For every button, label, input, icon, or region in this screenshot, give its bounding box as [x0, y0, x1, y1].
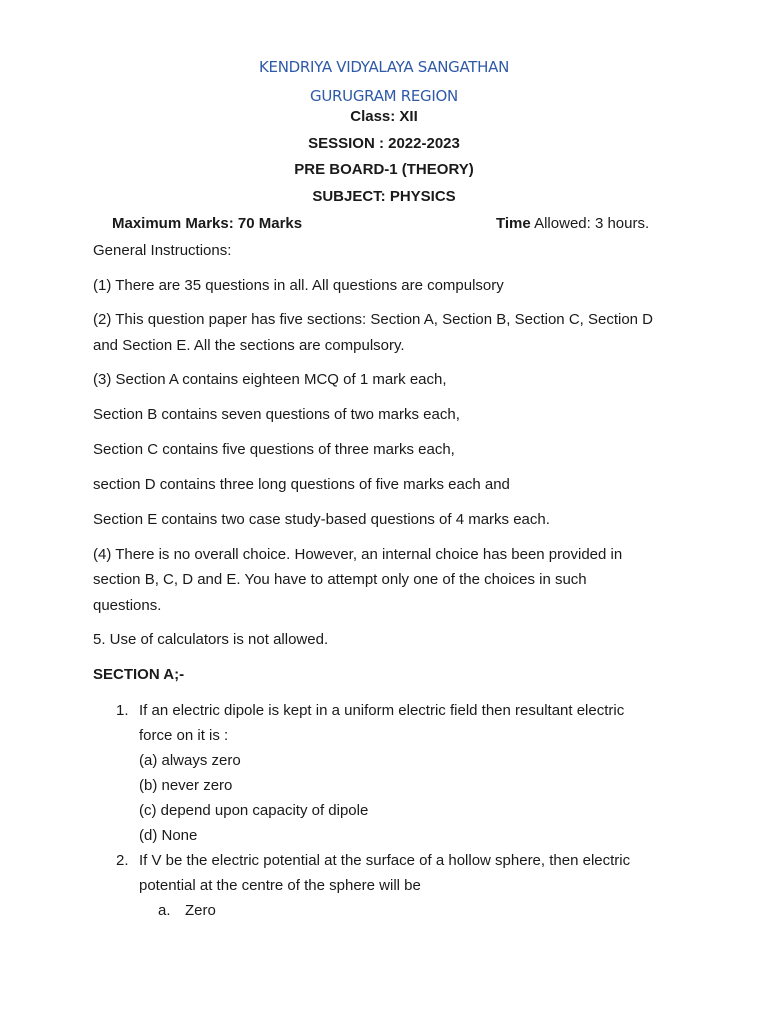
question-2-number: 2. — [116, 852, 129, 869]
question-1-option-d: (d) None — [139, 827, 198, 844]
class-line: Class: XII — [350, 108, 418, 125]
instruction-3-line-1: (3) Section A contains eighteen MCQ of 1 mark each, — [93, 371, 447, 388]
organization-title: KENDRIYA VIDYALAYA SANGATHAN — [259, 58, 509, 76]
question-1-option-b: (b) never zero — [139, 777, 233, 794]
subject-line: SUBJECT: PHYSICS — [312, 188, 456, 205]
instruction-3-line-2: Section B contains seven questions of two marks each, — [93, 406, 460, 423]
question-1-option-a: (a) always zero — [139, 752, 241, 769]
instruction-3-line-3: Section C contains five questions of three marks each, — [93, 441, 455, 458]
instruction-4-line-2: section B, C, D and E. You have to attempt only one of the choices in such — [93, 571, 587, 588]
question-2-line-2: potential at the centre of the sphere will be — [139, 877, 421, 894]
instruction-2-line-1: (2) This question paper has five sections: Section A, Section B, Section C, Section D — [93, 311, 654, 328]
instruction-1: (1) There are 35 questions in all. All questions are compulsory — [93, 277, 504, 294]
session-line: SESSION : 2022-2023 — [308, 135, 460, 152]
question-1-line-2: force on it is : — [139, 727, 229, 744]
time-label: Time — [496, 215, 531, 232]
instruction-4-line-1: (4) There is no overall choice. However, an internal choice has been provided in — [93, 546, 623, 563]
exam-line: PRE BOARD-1 (THEORY) — [294, 161, 474, 178]
question-2-option-a-label: a. — [158, 902, 171, 919]
instruction-5: 5. Use of calculators is not allowed. — [93, 631, 329, 648]
section-a-heading: SECTION A;- — [93, 666, 185, 683]
question-1-option-c: (c) depend upon capacity of dipole — [139, 802, 369, 819]
question-2-option-a: Zero — [185, 902, 216, 919]
region-title: GURUGRAM REGION — [310, 87, 458, 105]
instruction-2-line-2: and Section E. All the sections are compulsory. — [93, 337, 405, 354]
instruction-3-line-4: section D contains three long questions of five marks each and — [93, 476, 510, 493]
question-1-number: 1. — [116, 702, 129, 719]
time-allowed — [496, 215, 649, 232]
question-1-line-1: If an electric dipole is kept in a uniform electric field then resultant electric — [139, 702, 625, 719]
maximum-marks: Maximum Marks: 70 Marks — [112, 215, 303, 232]
instructions-heading: General Instructions: — [93, 242, 232, 259]
time-value: Allowed: 3 hours. — [534, 215, 650, 232]
instruction-4-line-3: questions. — [93, 597, 162, 614]
instruction-3-line-5: Section E contains two case study-based questions of 4 marks each. — [93, 511, 550, 528]
question-2-line-1: If V be the electric potential at the surface of a hollow sphere, then electric — [139, 852, 631, 869]
